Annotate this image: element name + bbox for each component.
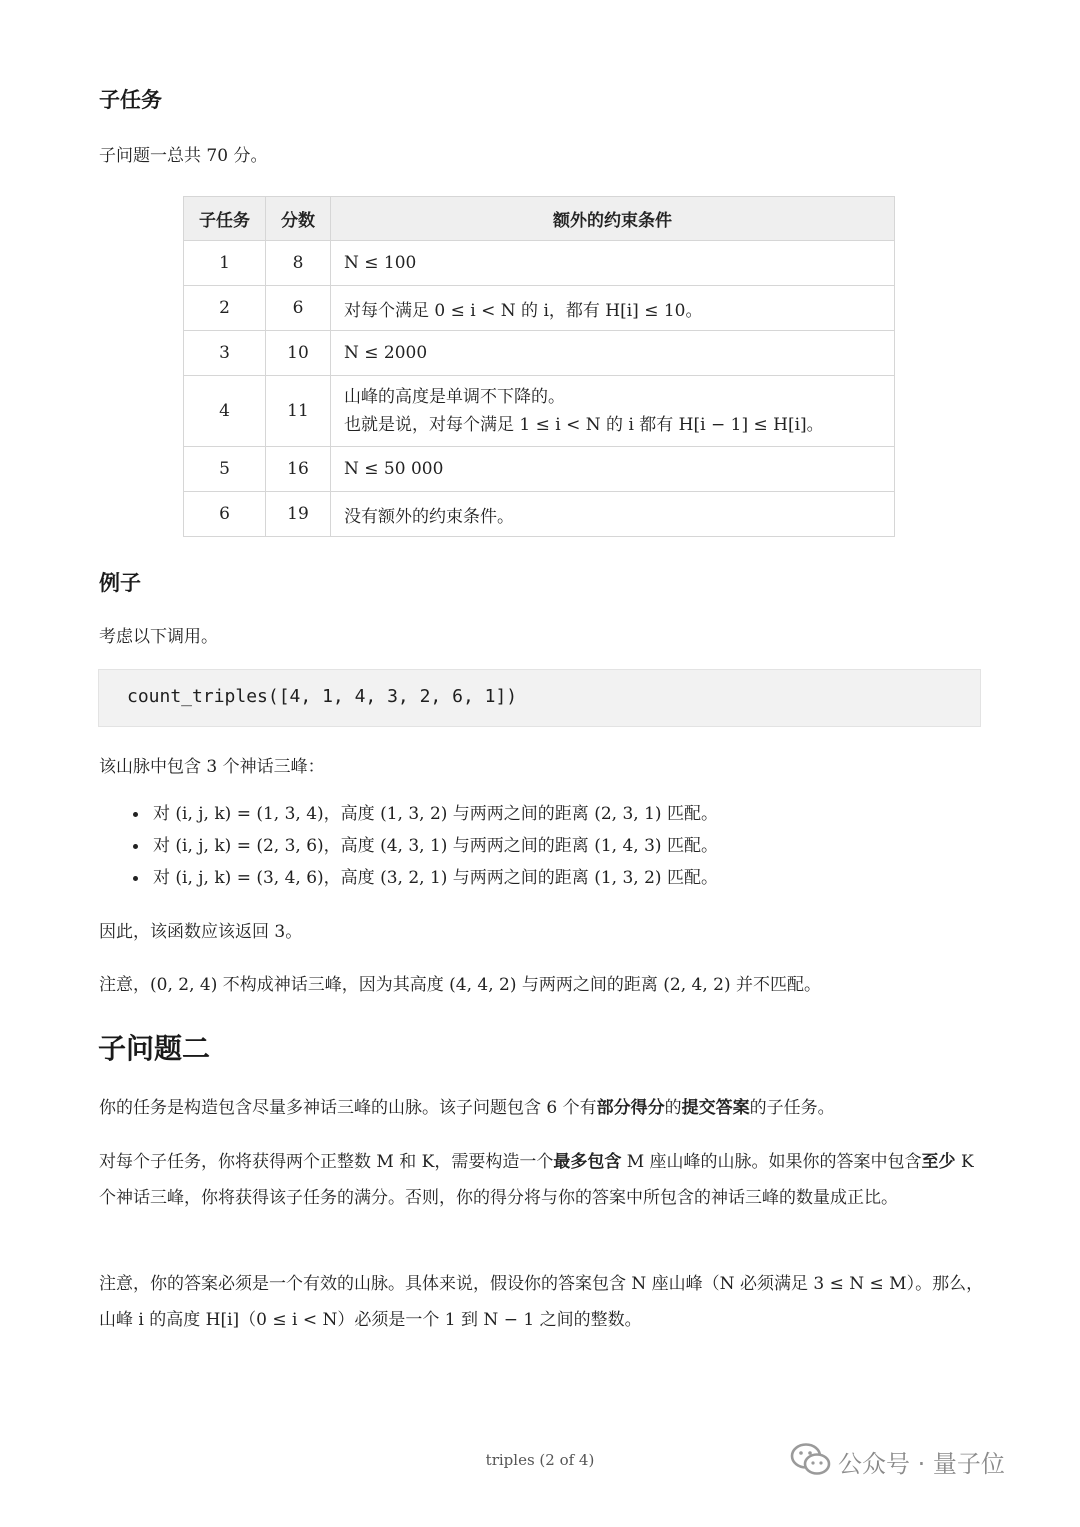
list-item: 对 (i, j, k) = (2, 3, 6)，高度 (4, 3, 1) 与两两之间的距离 (1, 4, 3) 匹配。 — [133, 830, 718, 862]
code-block — [98, 669, 981, 727]
header-score: 分数 — [266, 197, 331, 241]
subtasks-intro: 子问题一总共 70 分。 — [99, 146, 268, 166]
example-heading: 例子 — [99, 571, 141, 595]
table-row — [184, 241, 895, 286]
example-summary: 该山脉中包含 3 个神话三峰： — [99, 757, 325, 777]
cell-constraint: N ≤ 2000 — [331, 331, 895, 376]
cell-id: 3 — [184, 331, 266, 376]
list-item: 对 (i, j, k) = (1, 3, 4)，高度 (1, 3, 2) 与两两之间的距离 (2, 3, 1) 匹配。 — [133, 798, 718, 830]
table-row — [184, 492, 895, 537]
table-header-row — [184, 197, 895, 241]
bold-output-only: 提交答案 — [681, 1098, 750, 1118]
page-footer: triples (2 of 4) — [485, 1451, 595, 1469]
example-list — [133, 798, 718, 894]
text-run: K 个神话三峰，你将获得该子任务的满分。否则，你的得分将与你的答案中所包含的神话三峰的数量成正比。 — [99, 1152, 974, 1208]
bold-partial-score: 部分得分 — [596, 1098, 665, 1118]
part2-heading: 子问题二 — [98, 1032, 211, 1065]
bold-at-most: 最多包含 — [553, 1152, 622, 1172]
cell-id: 4 — [184, 376, 266, 447]
cell-score: 16 — [266, 447, 331, 492]
cell-id: 1 — [184, 241, 266, 286]
header-subtask: 子任务 — [184, 197, 266, 241]
code-text: count_triples([4, 1, 4, 3, 2, 6, 1]) — [127, 686, 518, 707]
subtasks-table — [183, 196, 895, 537]
cell-score: 6 — [266, 286, 331, 331]
table-row — [184, 376, 895, 447]
cell-score: 10 — [266, 331, 331, 376]
part2-paragraph-3: 注意，你的答案必须是一个有效的山脉。具体来说，假设你的答案包含 N 座山峰（N 必须满足 3 ≤ N ≤ M）。那么，山峰 i 的高度 H[i]（0 ≤ i < N）必须是一个 1 到 N − 1 之间的整数。 — [99, 1274, 984, 1330]
constraint-line-1: 山峰的高度是单调不下降的。 — [344, 387, 565, 407]
cell-constraint — [331, 376, 895, 447]
table-row — [184, 331, 895, 376]
cell-score: 11 — [266, 376, 331, 447]
part2-paragraph-2 — [99, 1144, 984, 1216]
cell-id: 6 — [184, 492, 266, 537]
cell-constraint: 对每个满足 0 ≤ i < N 的 i，都有 H[i] ≤ 10。 — [331, 286, 895, 331]
example-intro: 考虑以下调用。 — [99, 627, 218, 647]
cell-constraint: N ≤ 50 000 — [331, 447, 895, 492]
list-item: 对 (i, j, k) = (3, 4, 6)，高度 (3, 2, 1) 与两两之间的距离 (1, 3, 2) 匹配。 — [133, 862, 718, 894]
table-row — [184, 447, 895, 492]
text-run: 你的任务是构造包含尽量多神话三峰的山脉。该子问题包含 6 个有 — [99, 1098, 597, 1118]
watermark — [790, 1438, 1060, 1484]
cell-constraint: N ≤ 100 — [331, 241, 895, 286]
table-row — [184, 286, 895, 331]
example-note: 注意，(0, 2, 4) 不构成神话三峰，因为其高度 (4, 4, 2) 与两两之间的距离 (2, 4, 2) 并不匹配。 — [99, 975, 822, 995]
constraint-line-2: 也就是说，对每个满足 1 ≤ i < N 的 i 都有 H[i − 1] ≤ H[i]。 — [344, 415, 824, 435]
part2-paragraph-1 — [99, 1090, 984, 1126]
subtasks-heading: 子任务 — [99, 88, 162, 112]
cell-id: 5 — [184, 447, 266, 492]
example-conclusion: 因此，该函数应该返回 3。 — [99, 922, 303, 942]
text-run: 的子任务。 — [749, 1098, 835, 1118]
bold-at-least: 至少 — [921, 1152, 956, 1172]
cell-score: 19 — [266, 492, 331, 537]
wechat-icon — [790, 1442, 832, 1478]
header-constraint: 额外的约束条件 — [331, 197, 895, 241]
text-run: 对每个子任务，你将获得两个正整数 M 和 K，需要构造一个 — [99, 1152, 554, 1172]
text-run: M 座山峰的山脉。如果你的答案中包含 — [621, 1152, 922, 1172]
cell-constraint: 没有额外的约束条件。 — [331, 492, 895, 537]
cell-id: 2 — [184, 286, 266, 331]
watermark-text: 公众号 · 量子位 — [838, 1450, 1005, 1478]
cell-score: 8 — [266, 241, 331, 286]
text-run: 的 — [664, 1098, 682, 1118]
